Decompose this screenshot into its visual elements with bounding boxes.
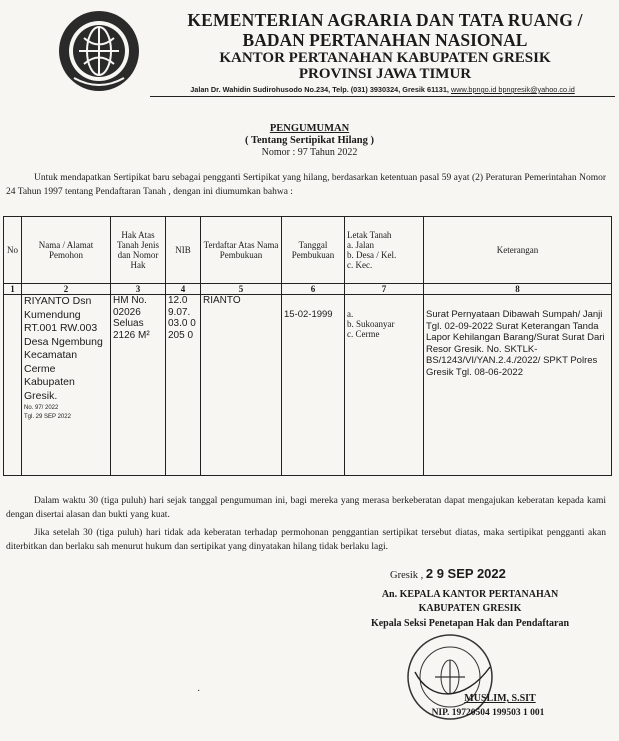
- closing-paragraph-1: Dalam waktu 30 (tiga puluh) hari sejak tanggal pengumuman ini, bagi mereka yang merasa berkeberatan dapat mengajukan keberatan kepada kami dengan disertai alasan dan bukti yang kuat.: [6, 496, 606, 520]
- col-num-5: 5: [201, 284, 282, 295]
- announcement-title: PENGUMUMAN: [269, 123, 350, 134]
- website-link[interactable]: www.bpngo.id bpngresik@yahoo.co.id: [450, 85, 575, 94]
- closing-paragraph-2: Jika setelah 30 (tiga puluh) hari tidak ada keberatan terhadap permohonan penggantian sertipikat tersebut diatas, maka sertipikat pengganti akan diterbitkan dan berlaku sah menurut hukum dan sertipikat yang dinyatakan hilang tidak berlaku lagi.: [6, 528, 606, 552]
- table-header-row: [4, 217, 612, 284]
- date-text: 15-02-1999: [284, 309, 333, 320]
- certificate-table: [3, 216, 612, 476]
- letak-b: b. Sukoanyar: [347, 319, 395, 329]
- cell-hak: [111, 295, 166, 476]
- header-owner: Terdaftar Atas Nama Pembukuan: [201, 217, 282, 284]
- header-office: KANTOR PERTANAHAN KABUPATEN GRESIK: [219, 50, 551, 66]
- table-row: [4, 295, 612, 476]
- applicant-note-number: No. 97/ 2022: [24, 405, 59, 411]
- header-letak-c: c. Kec.: [347, 260, 373, 270]
- col-num-4: 4: [166, 284, 201, 295]
- signature-title-3: Kepala Seksi Penetapan Hak dan Pendaftaran: [370, 618, 570, 629]
- hak-text: HM No. 02026 Seluas 2126 M²: [113, 295, 150, 341]
- signature-place: Gresik ,: [390, 570, 424, 581]
- cell-keterangan: [424, 295, 612, 476]
- header-province: PROVINSI JAWA TIMUR: [298, 66, 472, 82]
- signature-date-stamp: 2 9 SEP 2022: [425, 566, 506, 581]
- header-divider: [150, 96, 615, 97]
- applicant-text: RIYANTO Dsn Kumendung RT.001 RW.003 Desa Ngembung Kecamatan Cerme Kabupaten Gresik.: [24, 295, 103, 402]
- col-num-1: 1: [4, 284, 22, 295]
- address-text: Jalan Dr. Wahidin Sudirohusodo No.234, Telp. (031) 3930324, Gresik 61131,: [190, 85, 449, 94]
- col-num-6: 6: [282, 284, 345, 295]
- header-letak-b: b. Desa / Kel.: [347, 250, 397, 260]
- announcement-number: Nomor : 97 Tahun 2022: [261, 147, 358, 158]
- signature-title-1: An. KEPALA KANTOR PERTANAHAN: [381, 589, 559, 600]
- owner-text: RIANTO: [203, 295, 241, 306]
- col-num-2: 2: [22, 284, 111, 295]
- margin-mark: ·: [197, 686, 201, 697]
- header-hak: Hak Atas Tanah Jenis dan Nomor Hak: [111, 217, 166, 284]
- signature-title-2: KABUPATEN GRESIK: [418, 603, 522, 614]
- cell-no: [4, 295, 22, 476]
- header-agency: BADAN PERTANAHAN NASIONAL: [242, 30, 528, 50]
- header-keterangan: Keterangan: [424, 217, 612, 284]
- cell-applicant: [22, 295, 111, 476]
- bpn-logo: [54, 8, 144, 94]
- cell-letak: [345, 295, 424, 476]
- header-letak-a: a. Jalan: [347, 240, 374, 250]
- nib-text: 12.0 9.07. 03.0 0205 0: [168, 295, 196, 341]
- cell-date: [282, 295, 345, 476]
- col-num-3: 3: [111, 284, 166, 295]
- header-letak: [345, 217, 424, 284]
- header-applicant: Nama / Alamat Pemohon: [22, 217, 111, 284]
- cell-nib: [166, 295, 201, 476]
- col-num-8: 8: [424, 284, 612, 295]
- cell-owner: [201, 295, 282, 476]
- header-letak-title: Letak Tanah: [347, 230, 392, 240]
- header-ministry: KEMENTERIAN AGRARIA DAN TATA RUANG /: [187, 10, 583, 30]
- header-no: No: [4, 217, 22, 284]
- header-nib: NIB: [166, 217, 201, 284]
- signatory-name: MUSLIM, S.SIT: [464, 693, 536, 704]
- letak-a: a.: [347, 309, 354, 319]
- announcement-subtitle: ( Tentang Sertipikat Hilang ): [245, 135, 374, 146]
- letak-c: c. Cerme: [347, 329, 380, 339]
- keterangan-text: Surat Pernyataan Dibawah Sumpah/ Janji Tgl. 02-09-2022 Surat Keterangan Tanda Lapor Kehilangan Barang/Surat Surat Dari Resor Gresik. No. SKTLK-BS/1243/VI/YAN.2.4./2022/ SPKT Polres Gresik Tgl. 08-06-2022: [426, 309, 605, 378]
- header-date: Tanggal Pembukuan: [282, 217, 345, 284]
- col-num-7: 7: [345, 284, 424, 295]
- signatory-nip: NIP. 19720504 199503 1 001: [431, 708, 545, 718]
- table-column-numbers: [4, 284, 612, 295]
- intro-paragraph: Untuk mendapatkan Sertipikat baru sebagai pengganti Sertipikat yang hilang, berdasarkan ketentuan pasal 59 ayat (2) Peraturan Pemerintahan Nomor 24 Tahun 1997 tentang Pendaftaran Tanah , dengan ini diumumkan bahwa :: [6, 173, 606, 197]
- header-address: [150, 85, 615, 94]
- applicant-note-date: Tgl. 29 SEP 2022: [24, 414, 71, 420]
- signature-date: [390, 566, 506, 581]
